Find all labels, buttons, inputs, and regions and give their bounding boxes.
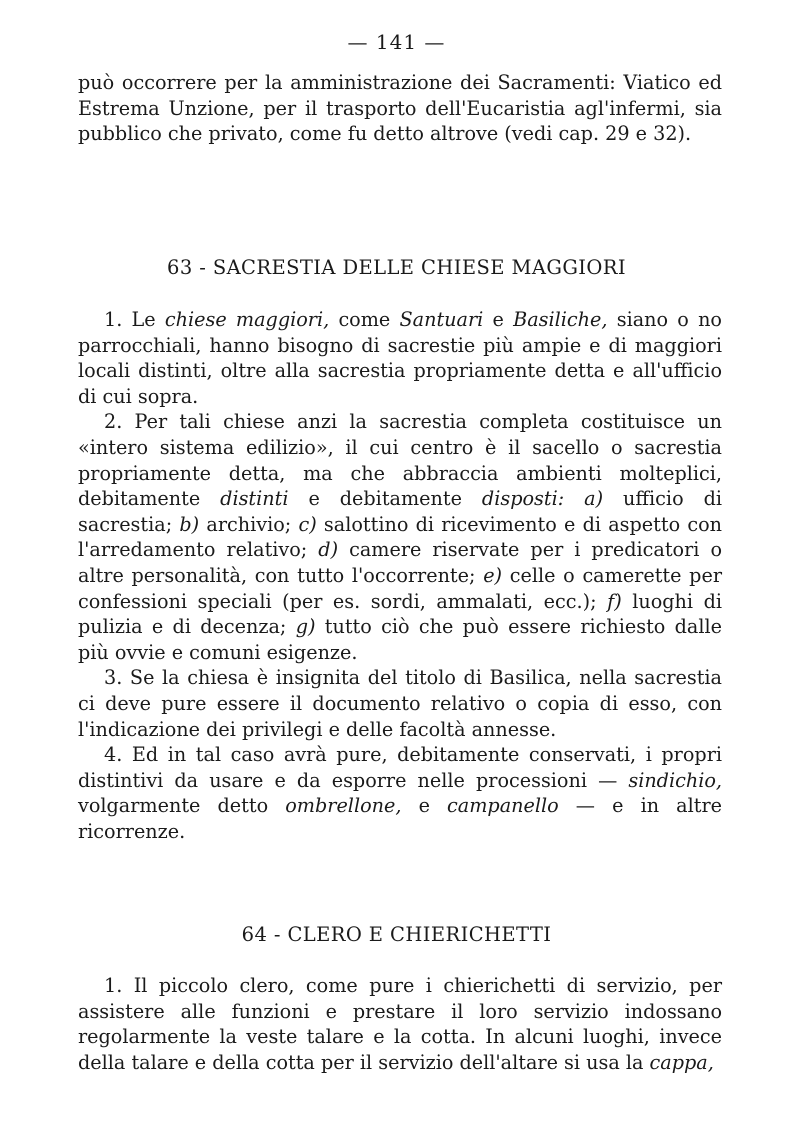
text-run: 1. Le — [104, 308, 165, 331]
italic-run: cappa, — [649, 1050, 714, 1074]
paragraph-63-4 — [78, 742, 722, 844]
italic-run: sindichio, — [628, 768, 722, 792]
italic-run: disposti: — [481, 487, 565, 511]
text-run: e — [401, 794, 448, 818]
paragraph-63-2 — [78, 409, 722, 665]
italic-run: chiese maggiori, — [164, 308, 330, 331]
paragraph-63-1 — [78, 307, 722, 409]
italic-run: c) — [298, 512, 317, 536]
text-run: 1. Il piccolo clero, come pure i chierichetti di servizio, per assistere alle funzioni e prestare il loro servizio indossano regolarmente la veste talare e la cotta. In alcuni luoghi, invece della talare e della cotta per il servizio dell'altare si usa la — [78, 974, 722, 1074]
italic-run: d) — [318, 538, 339, 562]
text-run: celle o camerette per confessioni speciali (per es. sordi, ammalati, ecc.); — [78, 563, 722, 613]
intro-paragraph-block — [78, 70, 722, 147]
section-heading-64: 64 - CLERO E CHIERICHETTI — [241, 923, 552, 946]
italic-run: a) — [584, 487, 604, 511]
text-run: 4. Ed in tal caso avrà pure, debitamente conservati, i propri distintivi da usare e da esporre nelle processioni — — [78, 743, 722, 792]
italic-run: b) — [179, 512, 200, 536]
text-run: luoghi di pulizia e di decenza; — [78, 589, 722, 639]
text-run: camere riservate per i predicatori o altre personalità, con tutto l'occorrente; — [78, 538, 722, 587]
italic-run: g) — [295, 615, 316, 639]
text-run: — e in altre ricorrenze. — [78, 794, 722, 843]
text-run: e — [483, 308, 514, 331]
text-run: ufficio di sacrestia; — [78, 487, 722, 536]
italic-run: e) — [483, 563, 503, 587]
italic-run: f) — [607, 589, 622, 613]
section-64-body — [78, 973, 722, 1075]
section-63-body — [78, 307, 722, 844]
italic-run: distinti — [220, 487, 289, 511]
italic-run: campanello — [447, 794, 559, 818]
text-run: salottino di ricevimento e di aspetto con l'arredamento relativo; — [78, 512, 722, 562]
text-run — [564, 487, 584, 510]
italic-run: Basiliche, — [513, 308, 608, 331]
paragraph-64-1 — [78, 973, 722, 1075]
text-run: e debitamente — [288, 487, 482, 511]
text-run: siano o no parrocchiali, hanno bisogno di sacrestie più ampie e di maggiori locali distinti, oltre alla sacrestia propriamente detta e all'ufficio di cui sopra. — [78, 308, 722, 408]
italic-run: Santuari — [399, 308, 484, 331]
italic-run: ombrellone, — [285, 794, 402, 818]
text-run: 2. Per tali chiese anzi la sacrestia completa costituisce un «intero sistema edilizio», il cui centro è il sacello o sacrestia propriamente detta, ma che abbraccia ambienti molteplici, debitamente — [78, 410, 722, 511]
paragraph-63-3: 3. Se la chiesa è insignita del titolo di Basilica, nella sacrestia ci deve pure essere il documento relativo o copia di esso, con l'indicazione dei privilegi e delle facoltà annesse. — [78, 666, 722, 741]
section-heading-63: 63 - SACRESTIA DELLE CHIESE MAGGIORI — [167, 256, 626, 279]
text-run: volgarmente detto — [78, 794, 286, 818]
page-number: — 141 — — [347, 30, 446, 54]
intro-paragraph: può occorrere per la amministrazione dei Sacramenti: Viatico ed Estrema Unzione, per il trasporto dell'Eucaristia agl'infermi, sia pubblico che privato, come fu detto altrove (vedi cap. 29 e 32). — [78, 71, 722, 146]
text-run: tutto ciò che può essere richiesto dalle più ovvie e comuni esigenze. — [78, 615, 722, 664]
text-run: come — [329, 308, 400, 331]
text-run: archivio; — [199, 512, 299, 536]
